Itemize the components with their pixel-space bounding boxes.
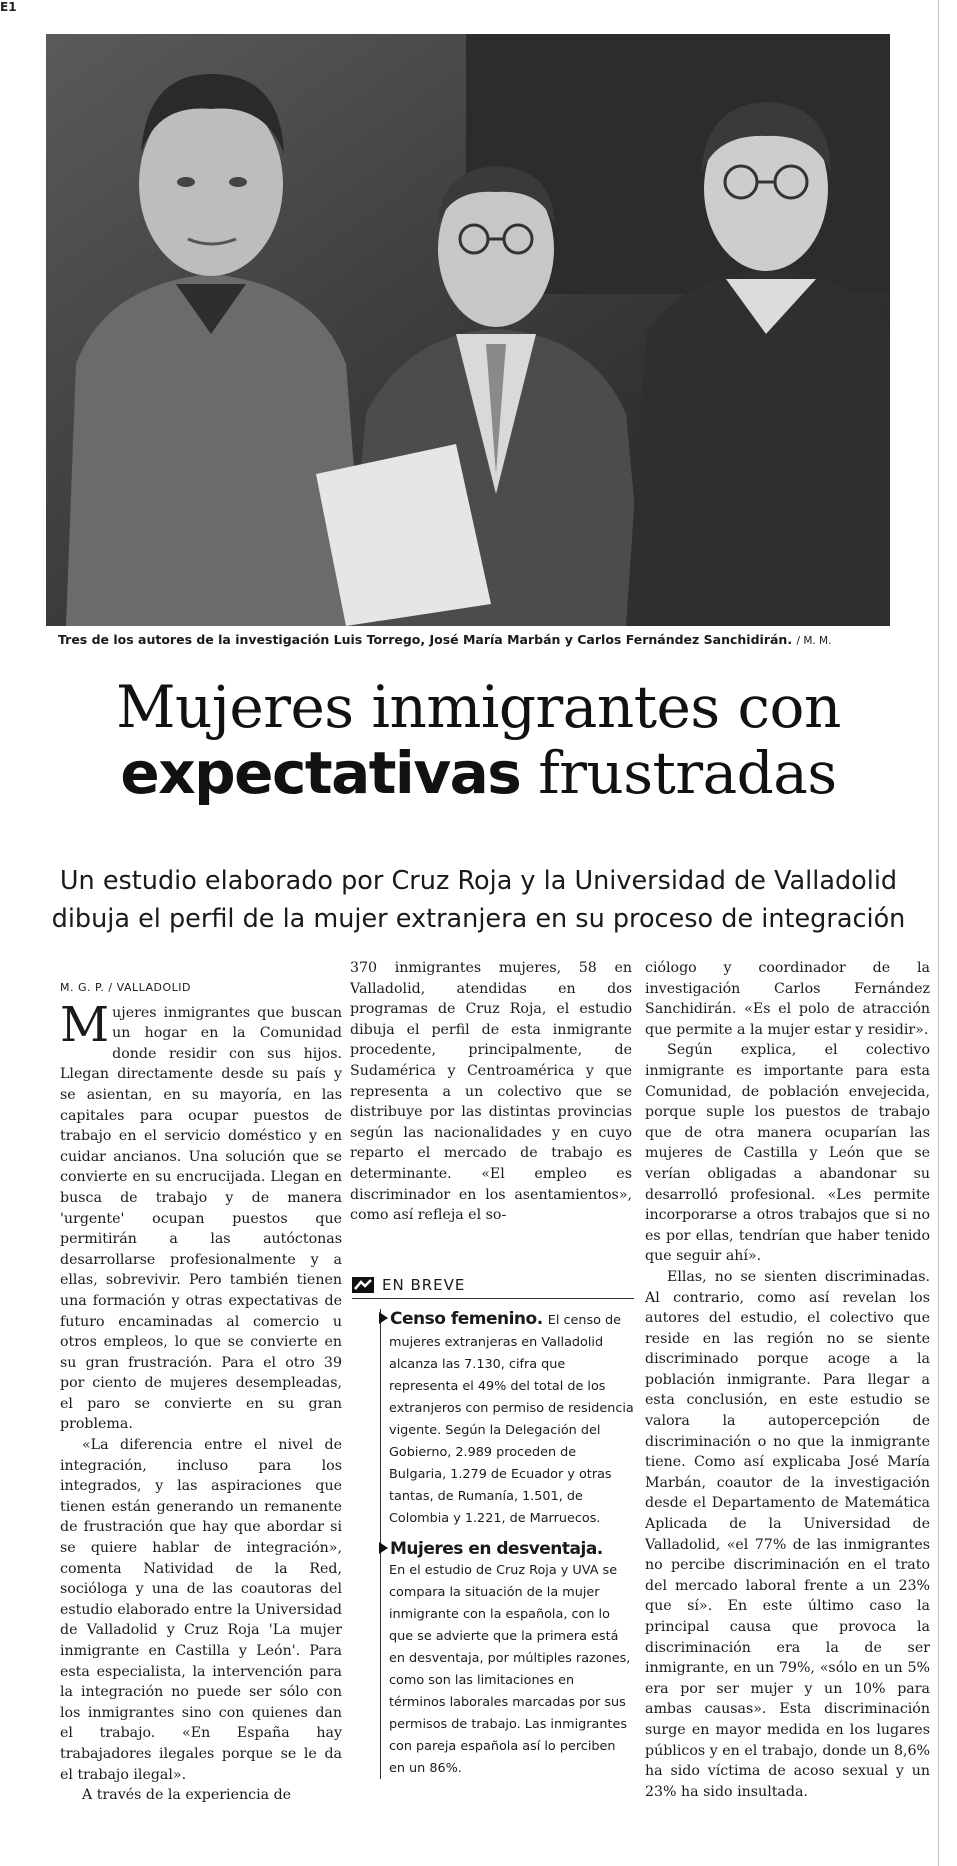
brief-item (389, 1309, 634, 1529)
headline-line2-rest: frustradas (520, 739, 837, 807)
article-paragraph-1 (60, 996, 342, 1435)
article-paragraph-2: «La diferencia entre el nivel de integración, incluso para los integrados, y las aspiraciones que tienen están generando un remanente de frustración que hay que abordar si se quiere hablar de integración», comenta Natividad de la Red, socióloga y una de las coautoras del estudio elaborado entre la Universidad de Valladolid y Cruz Roja 'La mujer inmigrante en Castilla y León'. Para esta especialista, la intervención para la integración no puede ser sólo con los inmigrantes sino con quienes dan el trabajo. «En España hay trabajadores ilegales porque se le da el trabajo ilegal». (60, 1437, 342, 1783)
dropcap: M (60, 996, 110, 1053)
article-column-3 (645, 958, 930, 1802)
headline-bold-word: expectativas (120, 739, 521, 807)
brief-body (380, 1309, 634, 1779)
article-column-1 (60, 978, 342, 1806)
article-photo (46, 34, 890, 626)
brief-item (389, 1539, 634, 1779)
article-paragraph-3: A través de la experiencia de (82, 1787, 292, 1804)
triangle-bullet-icon (379, 1312, 388, 1324)
subhead-line1: Un estudio elaborado por Cruz Roja y la Universidad de Valladolid (59, 866, 898, 896)
brief-item-text: En el estudio de Cruz Roja y UVA se compara la situación de la mujer inmigrante con la española, con lo que se advierte que la primera está en desventaja, por múltiples razones, como son las limitaciones en términos laborales marcadas por sus permisos de trabajo. Las inmigrantes con pareja española así lo perciben en un 86%. (389, 1563, 631, 1776)
subheadline (0, 862, 957, 938)
brief-item-text: El censo de mujeres extranjeras en Valladolid alcanza las 7.130, cifra que representa el 49% del total de los extranjeros con permiso de residencia vigente. Según la Delegación del Gobierno, 2.989 proceden de Bulgaria, 1.279 de Ecuador y otras tantas, de Rumanía, 1.501, de Colombia y 1.221, de Marruecos. (389, 1313, 634, 1526)
article-column3-p2: Según explica, el colectivo inmigrante es importante para esta Comunidad, de población envejecida, porque suple los puestos de trabajo que de otra manera ocuparían las mujeres de Castilla y León que se verían obligadas a abandonar su desarrolló profesional. «Les permite incorporarse a otros trabajos que si no es por ellas, tendrían que haber tenido que seguir ahí». (645, 1042, 930, 1265)
photo-illustration (46, 34, 890, 626)
headline-line1: Mujeres inmigrantes con (116, 673, 841, 741)
zigzag-icon (352, 1277, 374, 1293)
page-corner-mark: E1 (0, 0, 17, 14)
headline-line2 (0, 739, 957, 807)
brief-item-title: Censo femenino. (390, 1309, 543, 1329)
brief-header (352, 1276, 634, 1299)
brief-box (352, 1276, 634, 1789)
triangle-bullet-icon (379, 1542, 388, 1554)
article-column3-p3: Ellas, no se sienten discriminadas. Al contrario, como así revelan los autores del estudio, el colectivo que reside en las región no se siente discriminado porque acoge a la población inmigrante. Para llegar a esta conclusión, en este estudio se valora la autopercepción de discriminación o no que la inmigrante tiene. Como así explicaba José María Marbán, coautor de la investigación desde el Departamento de Matemática Aplicada de la Universidad de Valladolid, «el 77% de las inmigrantes no percibe discriminación en el trato del mercado laboral frente a un 23% que sí». En este último caso la principal causa que provoca la discriminación era la de ser inmigrante, en un 79%, «sólo en un 5% era por ser mujer y un 10% para ambas causas». Esta discriminación surge en mayor medida en los lugares públicos y en el trabajo, donde un 8,6% ha sido víctima de acoso sexual y un 23% ha sido insultada. (645, 1268, 930, 1800)
article-column3-p1: ciólogo y coordinador de la investigación Carlos Fernández Sanchidirán. «Es el polo de atracción que permite a la mujer estar y residir». (645, 960, 930, 1038)
article-column-2 (350, 958, 632, 1226)
photo-credit: / M. M. (796, 635, 832, 647)
caption-text: Tres de los autores de la investigación Luis Torrego, José María Marbán y Carlos Fernández Sanchidirán. (58, 632, 793, 647)
byline: M. G. P. / VALLADOLID (60, 981, 191, 994)
brief-item-title: Mujeres en desventaja. (390, 1539, 603, 1559)
article-p1-text: ujeres inmigrantes que buscan un hogar en la Comunidad donde residir con sus hijos. Llegan directamente desde su país y se asientan, en su mayoría, en las capitales para ocupar puestos de trabajo en el servicio doméstico y en cuidar ancianos. Una solución que se convierte en su encrucijada. Llegan en busca de trabajo y de manera 'urgente' ocupan puestos que permitirán a las autóctonas desarrollarse profesionalmente y a ellas, sobrevivir. Pero también tienen una formación y otras expectativas de futuro encaminadas al comercio u otros empleos, lo que se convierte en su gran frustración. Para el otro 39 por ciento de mujeres desempleadas, el paro se convierte en su gran problema. (60, 1004, 342, 1433)
subhead-line2: dibuja el perfil de la mujer extranjera en su proceso de integración (51, 904, 906, 934)
photo-caption (58, 632, 898, 647)
article-column2-text: 370 inmigrantes mujeres, 58 en Valladolid, atendidas en dos programas de Cruz Roja, el estudio dibuja el perfil de esta inmigrante procedente, principalmente, de Sudamérica y Centroamérica y que representa a un colectivo que se distribuye por las distintas provincias según las nacionalidades y en cuyo reparto el mercado de trabajo es determinante. «El empleo es discriminador en los asentamientos», como así refleja el so- (350, 960, 632, 1224)
headline (0, 673, 957, 807)
brief-title: EN BREVE (382, 1276, 466, 1294)
